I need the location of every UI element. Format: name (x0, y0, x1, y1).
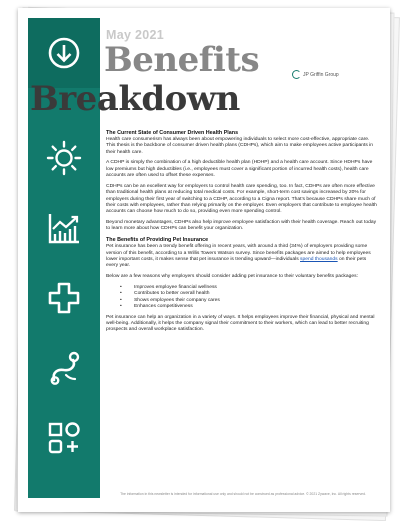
sun-icon (44, 138, 84, 178)
bullet-list (106, 285, 378, 310)
company-logo (292, 70, 339, 79)
list-item: • Improves employee financial wellness (106, 285, 378, 291)
logo-mark-icon (292, 70, 301, 79)
title-breakdown: Breakdown (30, 79, 240, 119)
benefits-grid-icon (44, 418, 84, 458)
logo-text: JP Griffin Group (303, 71, 339, 78)
paragraph-text: Pet insurance has been a trendy benefit offering in recent years, with around a third (34%) of employers providing some version of this benefit, according to a Willis Towers Watson survey. Since benefits packages are aimed to help employees lower important costs, it makes sense that pet insurance is trending upward—individuals (106, 244, 371, 262)
medical-cross-icon (44, 278, 84, 318)
article-body (106, 130, 378, 338)
paragraph: A CDHP is simply the combination of a high deductible health plan (HDHP) and a health care account. Since HDHPs have low premiums but high deductibles (i.e., employees must cover a significant portion of incurred health costs), health care accounts are often used to offset these expenses. (106, 160, 373, 179)
growth-chart-icon (44, 208, 84, 248)
spend-thousands-link[interactable]: spend thousands (300, 256, 338, 262)
list-item: • Contributes to better overall health (106, 291, 378, 297)
footer-disclaimer: The information in this newsletter is intended for informational use only and should not be construed as professional advice. © 2021 Zywave, Inc. All rights reserved. (120, 492, 366, 496)
paragraph: Below are a few reasons why employers should consider adding pet insurance to their voluntary benefits packages: (106, 274, 358, 280)
issue-date: May 2021 (106, 28, 164, 42)
paragraph-with-link (106, 244, 378, 269)
paragraph: Health care consumerism has always been about empowering individuals to select more cost-effective, appropriate care. This thesis is the backbone of consumer driven health plans (CDHPs), which aim to make employees active participants in their health care. (106, 137, 374, 155)
list-item: • Enhances competitiveness (106, 304, 378, 310)
paragraph: CDHPs can be an excellent way for employers to control health care spending, too. In fact, CDHPs are often more effective than traditional health plans at reducing total medical costs. For example, short-term cost savings increased by 20% for employers during their first year of switching to a CDHP, according to a Cigna report. That’s because CDHPs share much of their costs with employees, rather than relying primarily on the employer. Even employers that contribute to employee health accounts can choose how much to do so, providing even more spending control. (106, 183, 377, 215)
paragraph-text: on their pets every year. (106, 256, 367, 269)
newsletter-page (18, 8, 390, 512)
paragraph: Pet insurance can help an organization in a variety of ways. It helps employees improve their financial, physical and mental well-being. Additionally, it helps the company signal their commitment to their workers, which can lead to better recruiting prospects and overall workplace satisfaction. (106, 314, 375, 333)
list-item: • Shows employees their company cares (106, 298, 378, 304)
paragraph: Beyond monetary advantages, CDHPs also help improve employee satisfaction with their health coverage. Reach out today to learn more about how CDHPs can benefit your organization. (106, 220, 377, 232)
section-heading-cdhp: The Current State of Consumer Driven Health Plans (106, 130, 239, 136)
arrow-down-circle-icon (44, 33, 84, 73)
section-heading-pet-insurance: The Benefits of Providing Pet Insurance (106, 237, 209, 244)
pet-icon (44, 348, 84, 388)
title-benefits: Benefits (104, 40, 260, 80)
